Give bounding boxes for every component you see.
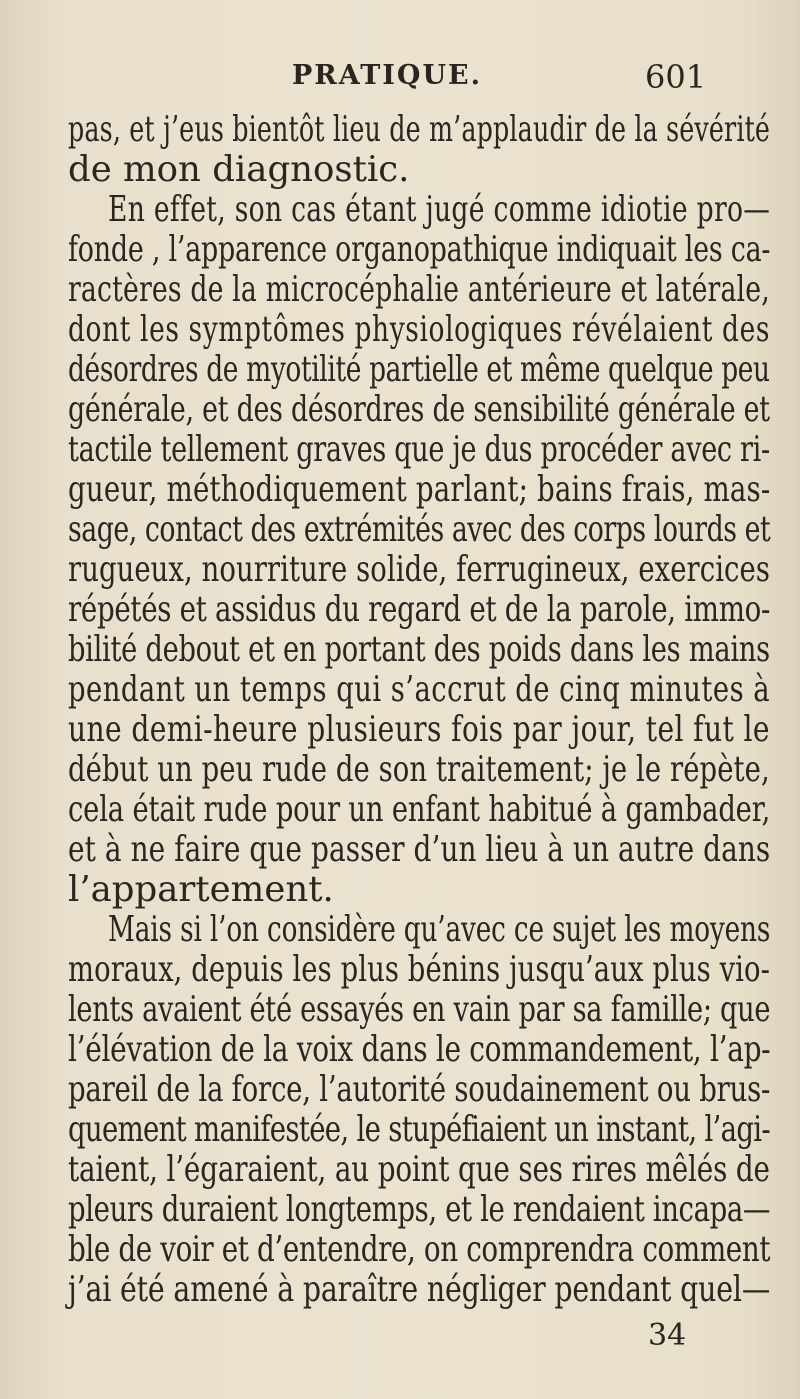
text-line: moraux, depuis les plus bénins jusqu’aux plus vio-	[68, 949, 770, 990]
text-line: répétés et assidus du regard et de la parole, immo-	[68, 589, 771, 630]
text-line: pleurs duraient longtemps, et le rendaient incapa—	[68, 1189, 771, 1230]
text-line: lents avaient été essayés en vain par sa famille; que	[68, 989, 771, 1030]
text-line: début un peu rude de son traitement; je le répète,	[68, 749, 770, 790]
text-line: ble de voir et d’entendre, on comprendra comment	[68, 1229, 771, 1270]
text-line: l’élévation de la voix dans le commandement, l’ap-	[68, 1029, 771, 1070]
text-line: fonde , l’apparence organopathique indiquait les ca-	[68, 229, 771, 270]
text-line: rugueux, nourriture solide, ferrugineux, exercices	[68, 549, 770, 590]
text-line: sage, contact des extrémités avec des corps lourds et	[68, 509, 771, 550]
text-line: et à ne faire que passer d’un lieu à un autre dans	[68, 829, 771, 870]
page-header	[0, 58, 800, 98]
paragraph-start-line: Mais si l’on considère qu’avec ce sujet les moyens	[108, 909, 771, 950]
text-line: tactile tellement graves que je dus procéder avec ri-	[68, 429, 770, 470]
text-line: pareil de la force, l’autorité soudainement ou brus-	[68, 1069, 771, 1110]
paragraph-start-line: En effet, son cas étant jugé comme idiotie pro—	[108, 189, 771, 230]
text-line: quement manifestée, le stupéfiaient un instant, l’agi-	[68, 1109, 770, 1150]
signature-mark: 34	[648, 1318, 687, 1353]
text-line: taient, l’égaraient, au point que ses rires mêlés de	[68, 1149, 770, 1190]
text-line: bilité debout et en portant des poids dans les mains	[68, 629, 770, 670]
text-line: pendant un temps qui s’accrut de cinq minutes à	[68, 669, 771, 710]
text-line: j’ai été amené à paraître négliger pendant quel—	[68, 1269, 771, 1310]
text-line: cela était rude pour un enfant habitué à gambader,	[68, 789, 771, 830]
running-head: PRATIQUE.	[292, 60, 482, 91]
text-line: l’appartement.	[68, 869, 334, 910]
text-line: générale, et des désordres de sensibilité générale et	[68, 389, 770, 430]
text-line: désordres de myotilité partielle et même quelque peu	[68, 349, 770, 390]
text-line: ractères de la microcéphalie antérieure et latérale,	[68, 269, 770, 310]
text-line: une demi-heure plusieurs fois par jour, tel fut le	[68, 709, 770, 750]
text-line: dont les symptômes physiologiques révélaient des	[68, 309, 771, 350]
text-line: gueur, méthodiquement parlant; bains frais, mas-	[68, 469, 771, 510]
text-line: pas, et j’eus bientôt lieu de m’applaudir de la sévérité	[68, 109, 771, 150]
page-number: 601	[645, 58, 707, 96]
text-line: de mon diagnostic.	[68, 149, 410, 190]
